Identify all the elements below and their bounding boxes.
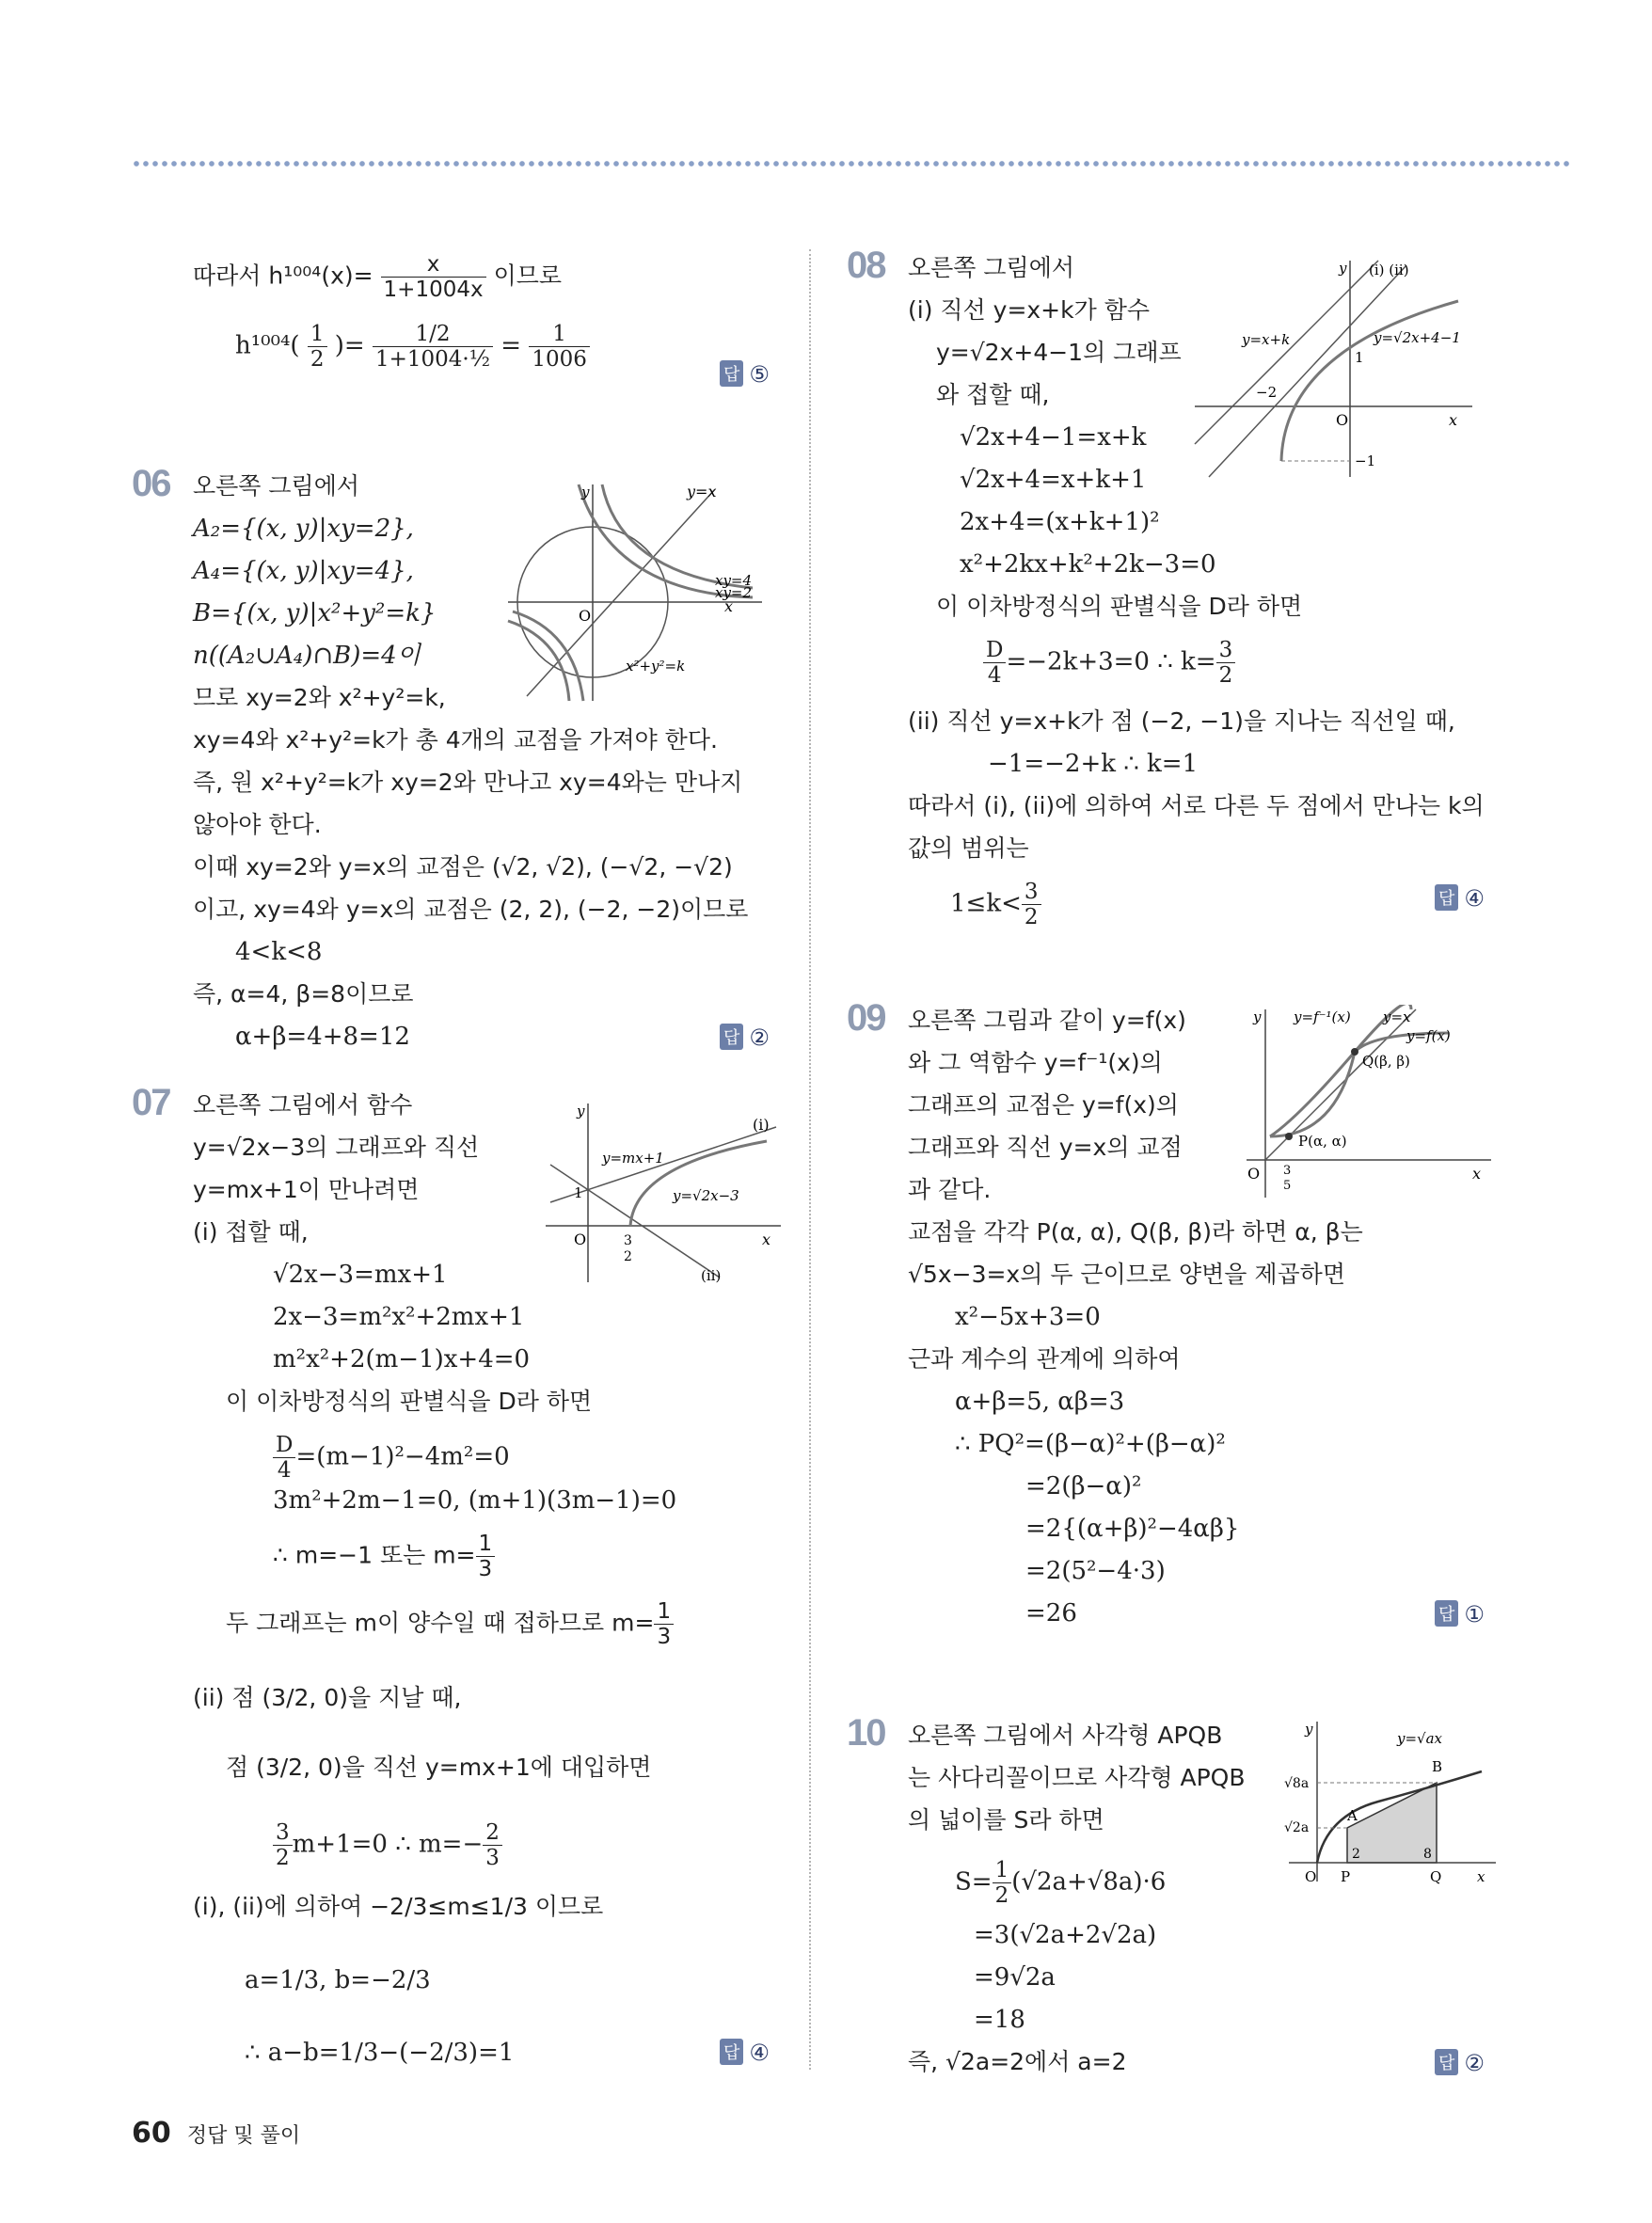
p05-tail: 이므로	[493, 262, 563, 290]
p08-l12: 따라서 (i), (ii)에 의하여 서로 다른 두 점에서 만나는 k의	[908, 792, 1485, 819]
p07-l4: √2x−3=mx+1	[273, 1261, 448, 1289]
p10-fig-s8: √8a	[1284, 1776, 1310, 1791]
p07-l10-text: ∴ m=−1 또는 m=	[273, 1541, 476, 1569]
p05-frac-num: x	[381, 252, 486, 278]
p05-half	[308, 322, 327, 372]
p08-fig-m2: −2	[1256, 384, 1278, 401]
p09-fig-three: 3	[1283, 1164, 1292, 1178]
p10-fig-a: A	[1347, 1807, 1358, 1824]
p08-line-i	[1209, 265, 1406, 477]
p07-fig-x: x	[762, 1231, 771, 1248]
p07-fig-i: (i)	[753, 1116, 770, 1134]
p05-eq: )=	[334, 331, 365, 360]
p08-fig-m1: −1	[1355, 453, 1376, 469]
p08-l11: −1=−2+k ∴ k=1	[988, 750, 1199, 778]
p10-fig-y: y	[1305, 1721, 1313, 1738]
p06-number: 06	[132, 463, 170, 504]
p08-fig-x: x	[1449, 411, 1458, 429]
p10-s-rest: (√2a+√8a)·6	[1011, 1867, 1167, 1897]
p08-figure	[1190, 256, 1482, 482]
p09-fig-p: P(α, α)	[1298, 1133, 1347, 1150]
p08-32b	[1022, 880, 1041, 929]
p06-answer	[720, 1024, 770, 1051]
p10-fig-o: O	[1305, 1868, 1317, 1885]
p09-l11: =2(β−α)²	[1025, 1472, 1142, 1501]
p06-l4: n((A₂∪A₄)∩B)=4이	[193, 642, 421, 670]
p06-figure	[499, 480, 771, 706]
p07-l3: (i) 접할 때,	[193, 1218, 309, 1246]
p08-number: 08	[847, 245, 885, 286]
p06-fig-yx: y=x	[687, 483, 717, 500]
p07-l8-text: =(m−1)²−4m²=0	[295, 1442, 510, 1471]
p10-answer	[1435, 2049, 1485, 2076]
p08-four: 4	[987, 663, 1002, 688]
p07-four: 4	[277, 1458, 292, 1483]
p09-fig-x: x	[1472, 1165, 1482, 1183]
p07-l13: 점 (3/2, 0)을 직선 y=mx+1에 대입하면	[226, 1754, 652, 1781]
answer-badge: 답	[720, 1024, 743, 1050]
p05-line-1	[193, 252, 562, 302]
p07-fig-y: y	[577, 1103, 585, 1119]
p08-l0: 오른쪽 그림에서	[908, 254, 1074, 281]
p06-l1: A₂={(x, y)|xy=2},	[193, 515, 414, 543]
p07-32-d: 2	[276, 1846, 290, 1870]
p08-32-d: 2	[1218, 663, 1233, 688]
p09-fig-o: O	[1247, 1165, 1261, 1183]
p07-l15: (i), (ii)에 의하여 −2/3≤m≤1/3 이므로	[193, 1893, 604, 1920]
p06-fig-xy4: xy=4	[715, 572, 753, 589]
p06-fig-circle: x²+y²=k	[626, 658, 686, 675]
p08-fig-ii: (i) (ii)	[1369, 262, 1409, 278]
p08-l5: √2x+4=x+k+1	[960, 466, 1147, 494]
p07-l9: 3m²+2m−1=0, (m+1)(3m−1)=0	[273, 1486, 677, 1515]
p10-l6: =9√2a	[974, 1963, 1056, 1992]
p09-l2: 그래프의 교점은 y=f(x)의	[908, 1091, 1179, 1119]
p07-d4	[273, 1433, 295, 1483]
p06-l2: A₄={(x, y)|xy=4},	[193, 557, 414, 585]
p10-l0: 오른쪽 그림에서 사각형 APQB	[908, 1722, 1223, 1749]
p09-answer	[1435, 1600, 1485, 1628]
p07-fig-one: 1	[574, 1184, 583, 1201]
p08-fig-curve: y=√2x+4−1	[1374, 329, 1461, 346]
p07-l0: 오른쪽 그림에서 함수	[193, 1091, 413, 1119]
p07-fig-o: O	[574, 1231, 587, 1248]
p05-eq2: =	[500, 331, 522, 360]
p08-l9	[983, 638, 1235, 688]
p07-fig-curve: y=√2x−3	[673, 1187, 739, 1204]
p10-fig-p: P	[1341, 1868, 1351, 1885]
answer-badge: 답	[1435, 2049, 1458, 2075]
p07-third	[476, 1532, 496, 1581]
p10-fig-curve: y=√ax	[1397, 1730, 1443, 1747]
p09-l0: 오른쪽 그림과 같이 y=f(x)	[908, 1007, 1186, 1034]
p07-32	[273, 1820, 293, 1870]
p06-fig-x: x	[724, 597, 734, 615]
p05-bigfrac	[373, 322, 493, 372]
p06-l9: 이때 xy=2와 y=x의 교점은 (√2, √2), (−√2, −√2)	[193, 853, 733, 881]
p10-l7: =18	[974, 2006, 1025, 2034]
p09-l12: =2{(α+β)²−4αβ}	[1025, 1515, 1240, 1543]
p06-hyperbola-xy2-q3	[513, 611, 583, 701]
p08-l1: (i) 직선 y=x+k가 함수	[908, 296, 1151, 324]
p07-23-d: 3	[485, 1846, 500, 1870]
p08-l9-text: =−2k+3=0 ∴ k=	[1006, 647, 1216, 676]
p09-l7: x²−5x+3=0	[955, 1303, 1101, 1331]
p09-number: 09	[847, 997, 885, 1039]
p06-l3: B={(x, y)|x²+y²=k}	[193, 599, 437, 627]
p08-32b-n: 3	[1022, 880, 1041, 905]
page-number: 60	[132, 2117, 171, 2150]
p10-fig-eight: 8	[1423, 1847, 1432, 1862]
p07-fig-two: 2	[624, 1249, 632, 1264]
p07-23-n: 2	[483, 1820, 502, 1846]
p05-frac-den: 1+1004x	[383, 278, 484, 302]
p08-l8: 이 이차방정식의 판별식을 D라 하면	[936, 593, 1303, 620]
p08-l2: y=√2x+4−1의 그래프	[936, 339, 1182, 366]
p07-l11	[226, 1599, 674, 1649]
p10-fig-s2: √2a	[1284, 1820, 1310, 1835]
p09-l1: 와 그 역함수 y=f⁻¹(x)의	[908, 1049, 1163, 1076]
p07-23	[483, 1820, 502, 1870]
p07-third-n: 1	[476, 1532, 496, 1557]
p10-fig-b: B	[1432, 1758, 1443, 1775]
p09-f-curve	[1270, 1033, 1449, 1136]
p08-d: D	[983, 638, 1006, 663]
p09-fig-yx: y=x	[1383, 1008, 1411, 1025]
answer-badge: 답	[720, 360, 743, 387]
p09-fig-q: Q(β, β)	[1362, 1053, 1410, 1070]
p06-hyperbola-xy4-q3	[508, 621, 569, 701]
p08-32b-d: 2	[1024, 905, 1039, 929]
p09-point-q	[1351, 1048, 1358, 1056]
p07-fig-ii: (ii)	[701, 1267, 722, 1284]
p10-fig-two: 2	[1352, 1847, 1360, 1862]
p05-answer	[720, 360, 770, 388]
p08-l6: 2x+4=(x+k+1)²	[960, 508, 1160, 536]
p08-32	[1216, 638, 1236, 688]
p09-l14: =26	[1025, 1599, 1077, 1628]
p06-l5: 므로 xy=2와 x²+y²=k,	[193, 684, 446, 711]
p07-32-n: 3	[273, 1820, 293, 1846]
p09-l6: √5x−3=x의 두 근이므로 양변을 제곱하면	[908, 1261, 1345, 1288]
p10-answer-text: ②	[1464, 2050, 1485, 2076]
header-dotted-rule	[132, 160, 1571, 167]
p10-l2: 의 넓이를 S라 하면	[908, 1806, 1104, 1834]
p06-l7: 즉, 원 x²+y²=k가 xy=2와 만나고 xy=4와는 만나지	[193, 769, 743, 796]
p05-bigfrac-num: 1/2	[373, 322, 493, 347]
p09-fig-y: y	[1253, 1008, 1262, 1025]
p05-bigfrac-den: 1+1004·½	[374, 347, 491, 372]
p08-l14-text: 1≤k<	[950, 889, 1022, 918]
answer-badge: 답	[1435, 1600, 1458, 1627]
p06-fig-y: y	[581, 484, 590, 500]
footer-label: 정답 및 풀이	[186, 2124, 301, 2148]
p05-h: h¹⁰⁰⁴(	[235, 331, 300, 360]
p07-l7: 이 이차방정식의 판별식을 D라 하면	[226, 1388, 593, 1415]
p08-sqrt-curve	[1281, 301, 1458, 461]
p08-l13: 값의 범위는	[908, 834, 1029, 862]
answer-badge: 답	[1435, 884, 1458, 911]
p08-32-n: 3	[1216, 638, 1236, 663]
p07-l16: a=1/3, b=−2/3	[245, 1966, 431, 1994]
p07-l14-text: m+1=0 ∴ m=−	[292, 1830, 484, 1859]
p07-third-d: 3	[478, 1557, 493, 1581]
p06-l12: 즉, α=4, β=8이므로	[193, 980, 414, 1008]
p07-l2: y=mx+1이 만나려면	[193, 1176, 420, 1203]
p10-s: S=	[955, 1867, 993, 1897]
p10-half-n: 1	[993, 1858, 1012, 1883]
p09-l8: 근과 계수의 관계에 의하여	[908, 1345, 1181, 1373]
p05-text: 따라서 h¹⁰⁰⁴(x)=	[193, 262, 373, 290]
p10-half	[993, 1858, 1012, 1908]
p08-fig-o: O	[1336, 411, 1349, 429]
p10-l8: 즉, √2a=2에서 a=2	[908, 2048, 1127, 2075]
p07-l5: 2x−3=m²x²+2mx+1	[273, 1303, 525, 1331]
p09-l4: 과 같다.	[908, 1176, 992, 1203]
p08-d4	[983, 638, 1006, 688]
p10-fig-x: x	[1477, 1868, 1485, 1885]
p06-fig-xy2: xy=2	[715, 584, 753, 601]
p10-l5: =3(√2a+2√2a)	[974, 1921, 1157, 1949]
p08-answer	[1435, 884, 1485, 912]
p05-result	[529, 322, 590, 372]
p09-fig-inv: y=f⁻¹(x)	[1294, 1008, 1351, 1025]
p05-answer-text: ⑤	[749, 361, 770, 388]
p09-figure	[1242, 1005, 1496, 1202]
p05-result-den: 1006	[532, 347, 587, 372]
p10-l1: 는 사다리꼴이므로 사각형 APQB	[908, 1764, 1246, 1791]
p09-l10: ∴ PQ²=(β−α)²+(β−α)²	[955, 1430, 1226, 1458]
p08-l4: √2x+4−1=x+k	[960, 423, 1147, 452]
p06-answer-text: ②	[749, 1024, 770, 1051]
p07-l10	[273, 1532, 495, 1581]
answer-badge: 답	[720, 2039, 743, 2065]
p09-answer-text: ①	[1464, 1601, 1485, 1628]
p07-answer	[720, 2039, 770, 2066]
p06-l6: xy=4와 x²+y²=k가 총 4개의 교점을 가져야 한다.	[193, 726, 718, 754]
p10-half-d: 2	[994, 1883, 1009, 1908]
p08-answer-text: ④	[1464, 885, 1485, 912]
p07-figure	[541, 1099, 786, 1287]
p09-point-p	[1285, 1133, 1293, 1140]
p10-number: 10	[847, 1712, 885, 1754]
p07-number: 07	[132, 1082, 170, 1123]
p06-l13: α+β=4+8=12	[235, 1023, 410, 1051]
p05-half-den: 2	[310, 347, 325, 372]
page-footer	[132, 2117, 300, 2150]
p08-fig-one: 1	[1355, 349, 1364, 366]
p09-fig-five: 5	[1283, 1179, 1292, 1193]
p08-fig-line: y=x+k	[1242, 331, 1291, 348]
p08-l3: 와 접할 때,	[936, 381, 1050, 408]
p05-line-2	[235, 322, 590, 372]
p07-third2-n: 1	[654, 1599, 674, 1625]
p07-third2-d: 3	[657, 1625, 672, 1649]
p09-l3: 그래프와 직선 y=x의 교점	[908, 1134, 1183, 1161]
p05-frac	[381, 252, 486, 302]
p09-l5: 교점을 각각 P(α, α), Q(β, β)라 하면 α, β는	[908, 1218, 1363, 1246]
p06-l8: 않아야 한다.	[193, 811, 322, 838]
p08-fig-y: y	[1339, 260, 1347, 277]
p07-line-ii	[550, 1165, 720, 1278]
p07-l14	[273, 1820, 502, 1870]
p06-l0: 오른쪽 그림에서	[193, 472, 359, 500]
p05-half-num: 1	[308, 322, 327, 347]
p06-l11: 4<k<8	[235, 938, 323, 966]
p10-fig-q: Q	[1430, 1868, 1442, 1885]
p09-l13: =2(5²−4·3)	[1025, 1557, 1166, 1585]
p07-third-2	[654, 1599, 674, 1649]
p06-fig-o: O	[579, 607, 592, 625]
p07-l11-text: 두 그래프는 m이 양수일 때 접하므로 m=	[226, 1609, 655, 1637]
p08-l14	[950, 880, 1041, 929]
p07-l17: ∴ a−b=1/3−(−2/3)=1	[245, 2039, 515, 2067]
p05-result-num: 1	[529, 322, 590, 347]
p09-fig-f: y=f(x)	[1406, 1027, 1451, 1044]
p10-l3	[955, 1858, 1166, 1908]
p07-l1: y=√2x−3의 그래프와 직선	[193, 1134, 480, 1161]
p06-line-yx	[527, 489, 715, 696]
p07-l6: m²x²+2(m−1)x+4=0	[273, 1345, 531, 1373]
p07-answer-text: ④	[749, 2040, 770, 2066]
p08-l7: x²+2kx+k²+2k−3=0	[960, 550, 1216, 579]
column-divider	[809, 249, 811, 2070]
p07-d: D	[273, 1433, 295, 1458]
p07-fig-line: y=mx+1	[602, 1150, 664, 1167]
p07-l8	[273, 1433, 510, 1483]
p09-l9: α+β=5, αβ=3	[955, 1388, 1125, 1416]
p10-figure	[1284, 1717, 1501, 1886]
p08-l10: (ii) 직선 y=x+k가 점 (−2, −1)을 지나는 직선일 때,	[908, 707, 1455, 735]
p07-fig-three: 3	[624, 1233, 632, 1248]
p07-l12: (ii) 점 (3/2, 0)을 지날 때,	[193, 1684, 462, 1711]
p06-l10: 이고, xy=4와 y=x의 교점은 (2, 2), (−2, −2)이므로	[193, 896, 749, 923]
